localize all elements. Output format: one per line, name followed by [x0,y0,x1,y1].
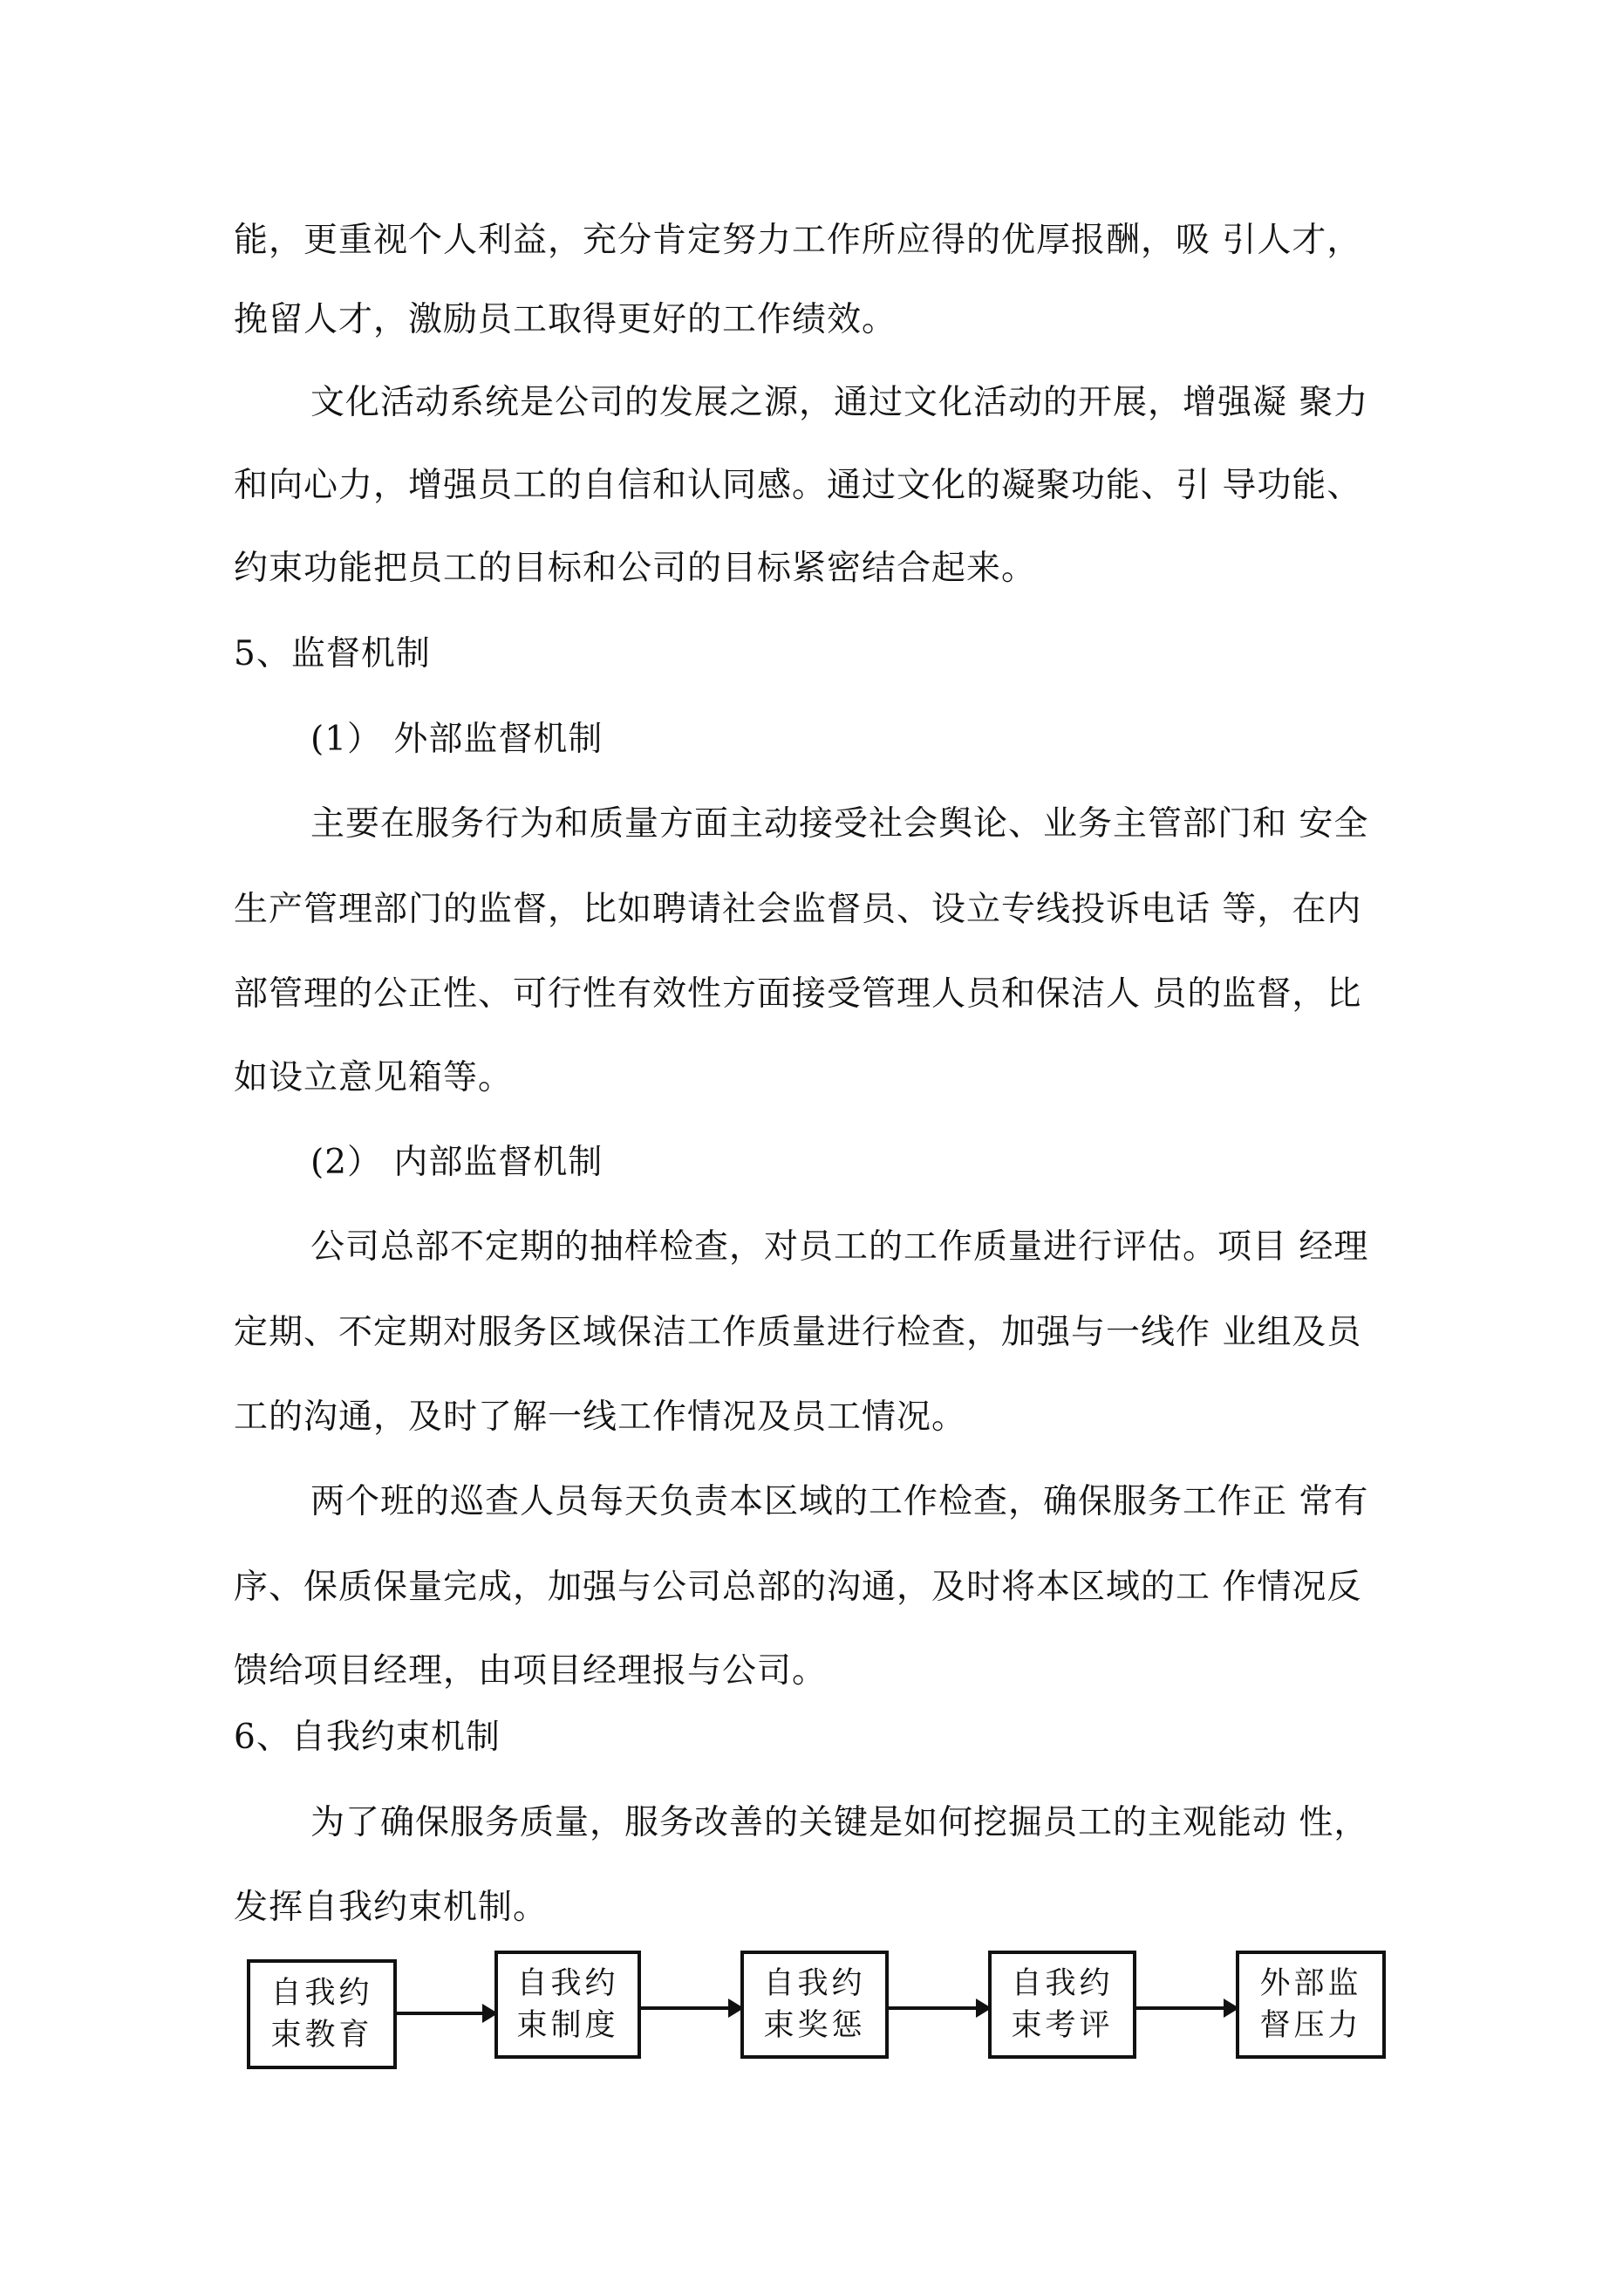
paragraph-line: 公司总部不定期的抽样检查，对员工的工作质量进行评估。项目 经理 [310,1227,1369,1267]
flow-arrow-icon [641,2006,740,2010]
paragraph-line: 挽留人才，激励员工取得更好的工作绩效。 [234,300,897,339]
paragraph-line: 馈给项目经理，由项目经理报与公司。 [234,1651,828,1691]
flow-arrow-icon [889,2006,988,2010]
flow-box-reward-punish [740,1951,889,2059]
section-heading: 6、自我约束机制 [234,1718,501,1757]
paragraph-line: 生产管理部门的监督，比如聘请社会监督员、设立专线投诉电话 等，在内 [234,890,1362,929]
flow-box-education [247,1959,397,2069]
paragraph-line: 约束功能把员工的目标和公司的目标紧密结合起来。 [234,549,1037,588]
subsection-heading: (2） 内部监督机制 [310,1143,604,1182]
paragraph-line: 为了确保服务质量，服务改善的关键是如何挖掘员工的主观能动 性， [310,1803,1369,1842]
flow-box-external-supervision [1236,1951,1386,2059]
paragraph-line: 部管理的公正性、可行性有效性方面接受管理人员和保洁人 员的监督，比 [234,974,1362,1014]
paragraph-line: 能，更重视个人利益，充分肯定努力工作所应得的优厚报酬，吸 引人才， [234,221,1362,260]
flow-box-label: 自我约 [516,1966,619,2001]
section-heading: 5、监督机制 [234,634,431,673]
flow-box-evaluation [988,1951,1136,2059]
flow-box-label: 自我约 [270,1976,373,2011]
flow-box-label: 自我约 [763,1966,866,2001]
paragraph-line: 定期、不定期对服务区域保洁工作质量进行检查，加强与一线作 业组及员 [234,1313,1362,1352]
paragraph-line: 两个班的巡查人员每天负责本区域的工作检查，确保服务工作正 常有 [310,1482,1369,1521]
flow-arrow-icon [1136,2006,1236,2010]
paragraph-line: 如设立意见箱等。 [234,1058,514,1097]
paragraph-line: 工的沟通，及时了解一线工作情况及员工情况。 [234,1397,967,1437]
self-restraint-flowchart [247,1951,1407,2073]
flow-box-label: 督压力 [1259,2008,1362,2043]
flow-box-label: 外部监 [1259,1966,1362,2001]
paragraph-line: 序、保质保量完成，加强与公司总部的沟通，及时将本区域的工 作情况反 [234,1568,1362,1607]
flow-box-label: 束考评 [1011,2008,1114,2043]
flow-box-label: 束制度 [516,2008,619,2043]
paragraph-line: 文化活动系统是公司的发展之源，通过文化活动的开展，增强凝 聚力 [310,383,1369,422]
paragraph-line: 主要在服务行为和质量方面主动接受社会舆论、业务主管部门和 安全 [310,804,1369,844]
flow-box-label: 自我约 [1011,1966,1114,2001]
subsection-heading: (1） 外部监督机制 [310,720,604,759]
paragraph-line: 发挥自我约束机制。 [234,1888,549,1927]
flow-box-system [494,1951,641,2059]
flow-box-label: 束奖惩 [763,2008,866,2043]
flow-box-label: 束教育 [270,2018,373,2053]
paragraph-line: 和向心力，增强员工的自信和认同感。通过文化的凝聚功能、引 导功能、 [234,466,1362,505]
flow-arrow-icon [397,2012,494,2015]
